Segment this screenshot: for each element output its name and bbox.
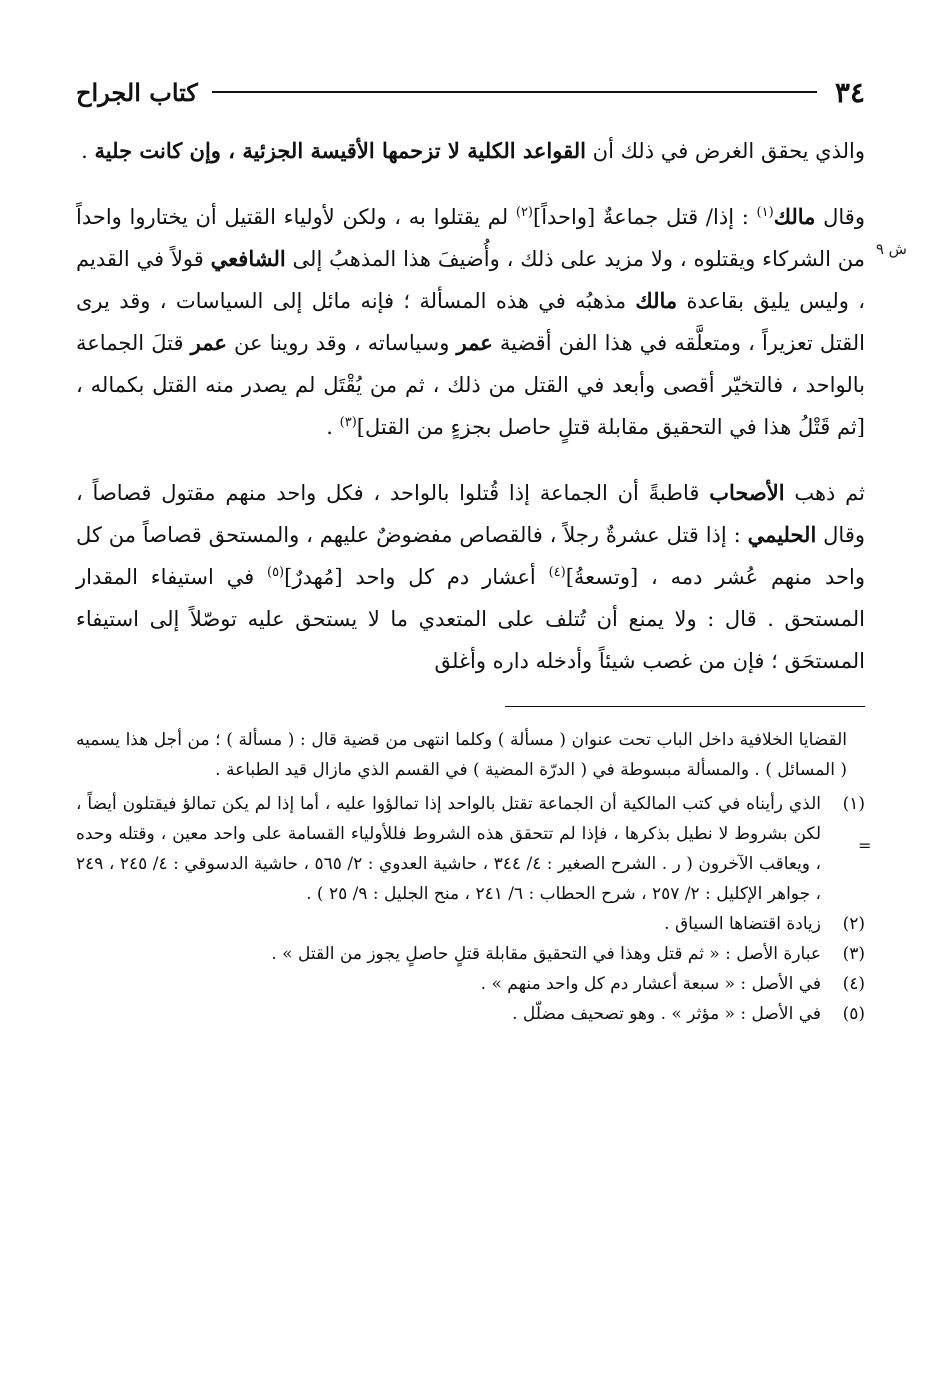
margin-note: ش ٩ bbox=[875, 240, 907, 258]
paragraph-3 bbox=[76, 472, 865, 682]
book-title: كتاب الجراح bbox=[76, 77, 198, 107]
footnote-number: (٤) bbox=[842, 974, 865, 994]
footnote-number: (٢) bbox=[842, 914, 865, 934]
bold-run: الشافعي bbox=[210, 246, 286, 271]
text-run: لم يقتلوا به ، ولكن لأولياء القتيل أن يختاروا واحداً من الشركاء ويقتلوه ، ولا مزيد على ذلك ، وأُضيفَ هذا المذهبُ إلى bbox=[76, 205, 865, 271]
bold-run: مالك bbox=[773, 204, 816, 229]
footnote-4 bbox=[76, 969, 865, 999]
footnote-text: زيادة اقتضاها السياق . bbox=[664, 914, 821, 934]
footnote-rule bbox=[505, 706, 865, 707]
footnote-number: (١) bbox=[842, 794, 865, 814]
footnote-continuation: القضايا الخلافية داخل الباب تحت عنوان ( مسألة ) وكلما انتهى من قضية قال : ( مسألة ) ؛ من أجل هذا يسميه ( المسائل ) . والمسألة مبسوطة في ( الدرّة المضية ) في القسم الذي مازال قيد الطباعة . bbox=[76, 730, 847, 780]
text-run: في استيفاء المقدار المستحق . قال : ولا يمنع أن تُتلف على المتعدي ما لا يستحق عليه توصّلاً إلى استيفاء المستحَق ؛ فإن من غصب شيئاً وأدخله داره وأغلق bbox=[76, 565, 865, 673]
bold-run: الحليمي bbox=[747, 522, 817, 547]
text-run: وقال bbox=[815, 205, 865, 229]
bold-run: الأصحاب bbox=[709, 480, 785, 505]
running-header bbox=[76, 68, 865, 116]
text-run: : إذا/ قتل جماعةٌ [واحداً] bbox=[533, 205, 757, 229]
page-number: ٣٤ bbox=[834, 75, 865, 109]
text-run: قولاً في القديم ، وليس يليق بقاعدة bbox=[76, 247, 866, 313]
footnote-ref: (٥) bbox=[266, 565, 285, 580]
footnote-text: في الأصل : « سبعة أعشار دم كل واحد منهم » . bbox=[480, 974, 821, 994]
footnote-2 bbox=[76, 909, 865, 939]
footnote-text: الذي رأيناه في كتب المالكية أن الجماعة تقتل بالواحد إذا تمالؤوا عليه ، أما إذا لم يكن تمالؤ فيقتلون أيضاً ، لكن بشروط لا نطيل بذكرها ، فإذا لم تتحقق هذه الشروط فللأولياء القسامة على واحد معين ، وقتله وحده ، ويعاقب الآخرون ( ر . الشرح الصغير : ٤/ ٣٤٤ ، حاشية العدوي : ٢/ ٥٦٥ ، حاشية الدسوقي : ٤/ ٢٤٥ ، ٢٤٩ ، جواهر الإكليل : ٢/ ٢٥٧ ، شرح الحطاب : ٦/ ٢٤١ ، منح الجليل : ٩/ ٢٥ ) . bbox=[76, 794, 821, 904]
text-run: قاطبةً أن الجماعة إذا قُتلوا بالواحد ، فكل واحد منهم مقتول قصاصاً ، وقال bbox=[76, 481, 866, 547]
bold-run: مالك bbox=[635, 288, 678, 313]
footnote-1 bbox=[76, 789, 865, 909]
footnote-text: عبارة الأصل : « ثم قتل وهذا في التحقيق مقابلة قتلٍ حاصلٍ يجوز من القتل » . bbox=[271, 944, 821, 964]
continuation-mark: = bbox=[858, 836, 872, 855]
text-run: والذي يحقق الغرض في ذلك أن bbox=[585, 139, 865, 163]
main-text bbox=[76, 130, 865, 682]
footnote-number: (٥) bbox=[842, 1004, 865, 1024]
bold-run: القواعد الكلية لا تزحمها الأقيسة الجزئية ، وإن كانت جلية bbox=[94, 138, 586, 163]
text-run: . bbox=[326, 415, 340, 439]
paragraph-2 bbox=[76, 196, 865, 448]
bold-run: عمر bbox=[456, 330, 493, 355]
footnote-5 bbox=[76, 999, 865, 1029]
header-rule bbox=[212, 91, 817, 93]
footnote-ref: (١) bbox=[756, 205, 774, 220]
text-run: وسياساته ، وقد روينا عن bbox=[226, 331, 457, 355]
footnotes bbox=[76, 725, 865, 1029]
bold-run: عمر bbox=[190, 330, 227, 355]
text-run: قتلَ الجماعة بالواحد ، فالتخيّر أقصى وأبعد في القتل من ذلك ، ثم من يُقْتَل لم يصدر منه القتل بكماله ، [ثم قَتْلُ هذا في التحقيق مقابلة قتلٍ حاصل بجزءٍ من القتل] bbox=[76, 331, 865, 439]
footnote-3 bbox=[76, 939, 865, 969]
text-run: ثم ذهب bbox=[784, 481, 865, 505]
text-run: مذهبُه في هذه المسألة ؛ فإنه مائل إلى السياسات ، وقد يرى القتل تعزيراً ، ومتعلَّقه في هذا الفن أقضية bbox=[76, 289, 866, 355]
paragraph-1 bbox=[76, 130, 865, 172]
text-run: أعشار دم كل واحد [مُهدرٌ] bbox=[284, 565, 549, 589]
footnote-number: (٣) bbox=[842, 944, 865, 964]
footnote-ref: (٢) bbox=[515, 205, 533, 220]
footnote-ref: (٣) bbox=[339, 415, 357, 430]
text-run: : إذا قتل عشرةٌ رجلاً ، فالقصاص مفضوضٌ عليهم ، والمستحق قصاصاً من كل واحد منهم عُشر دمه ، [وتسعةُ] bbox=[76, 523, 865, 589]
footnote-text: في الأصل : « مؤثر » . وهو تصحيف مضلّل . bbox=[512, 1004, 821, 1024]
footnote-ref: (٤) bbox=[548, 565, 566, 580]
text-run: . bbox=[81, 139, 95, 163]
